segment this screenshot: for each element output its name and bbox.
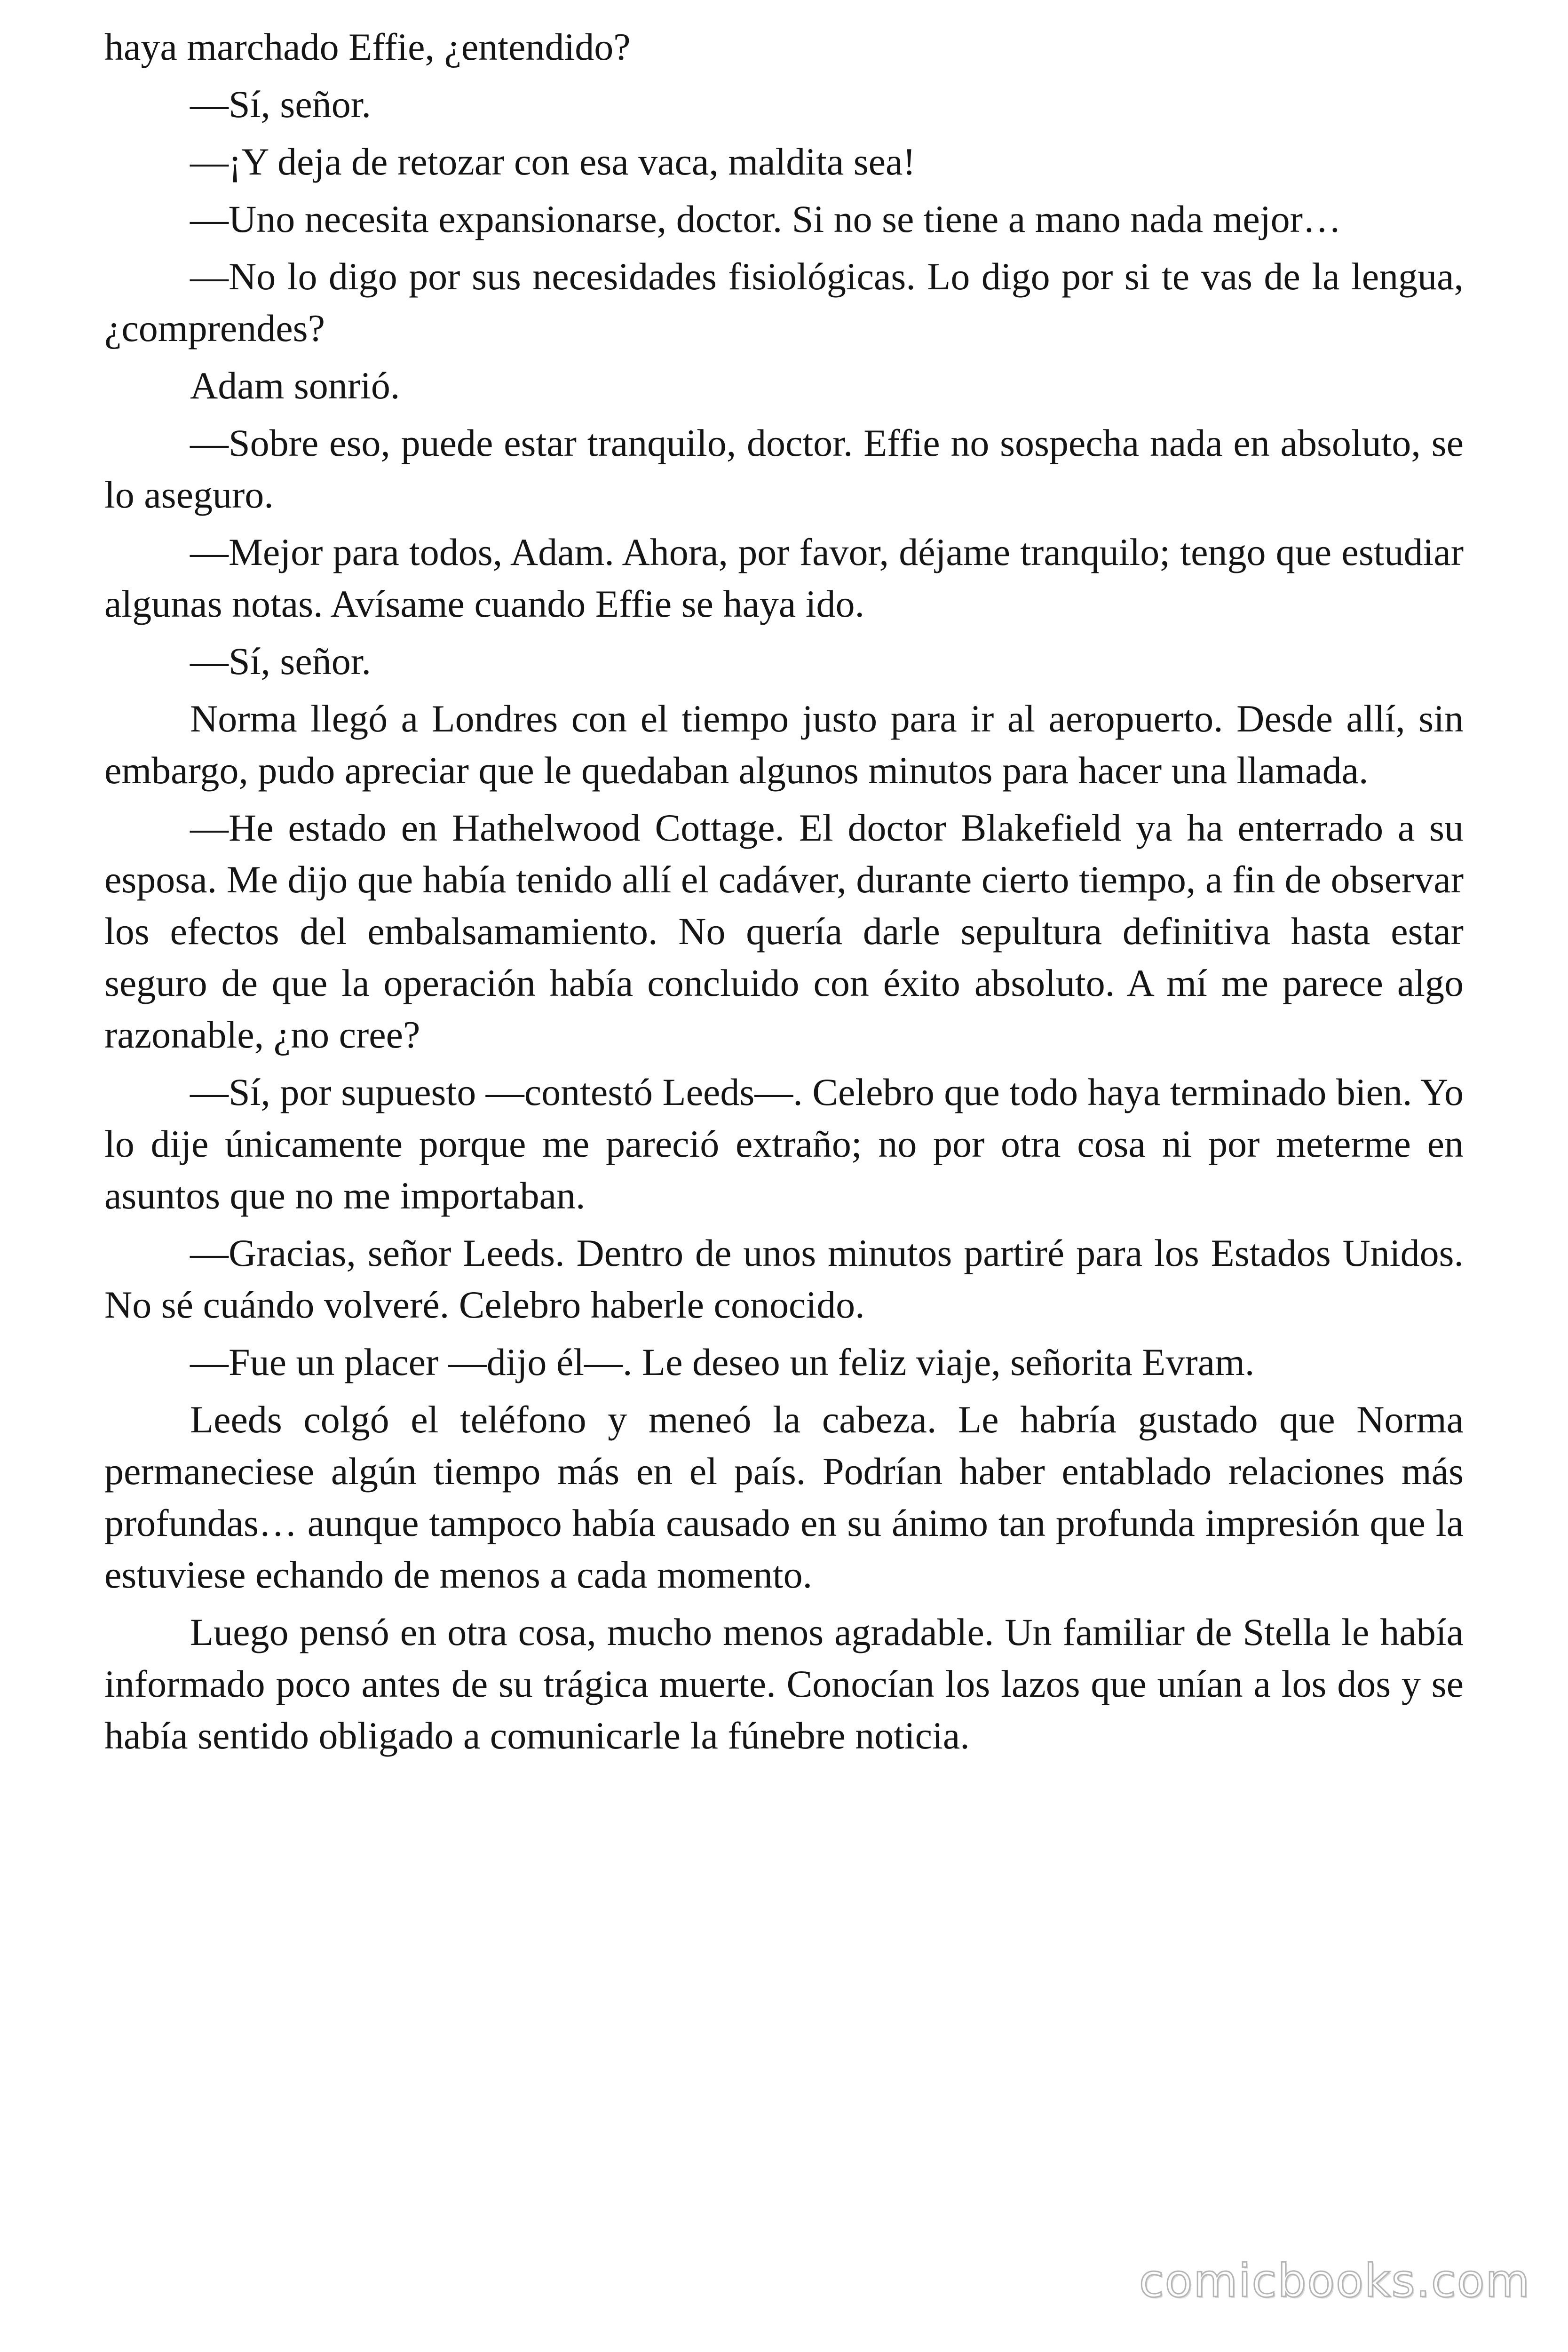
paragraph-13: —Gracias, señor Leeds. Dentro de unos minutos partiré para los Estados Unidos. No sé cuándo volveré. Celebro haberle conocido. [104, 1232, 1464, 1326]
paragraph-8: —Mejor para todos, Adam. Ahora, por favor, déjame tranquilo; tengo que estudiar algunas notas. Avísame cuando Effie se haya ido. [104, 531, 1464, 625]
paragraph-1: haya marchado Effie, ¿entendido? [104, 25, 631, 68]
paragraph-3: —¡Y deja de retozar con esa vaca, maldita sea! [190, 140, 916, 183]
paragraph-11: —He estado en Hathelwood Cottage. El doctor Blakefield ya ha enterrado a su esposa. Me dijo que había tenido allí el cadáver, durante cierto tiempo, a fin de observar los efectos del embalsamamiento. No quería darle sepultura definitiva hasta estar seguro de que la operación había concluido con éxito absoluto. A mí me parece algo razonable, ¿no cree? [104, 806, 1464, 1056]
paragraph-14: —Fue un placer —dijo él—. Le deseo un feliz viaje, señorita Evram. [190, 1341, 1255, 1383]
page-body [104, 21, 1464, 1767]
paragraph-9: —Sí, señor. [190, 640, 371, 683]
paragraph-15: Leeds colgó el teléfono y meneó la cabeza. Le habría gustado que Norma permaneciese algún tiempo más en el país. Podrían haber entablado relaciones más profundas… aunque tampoco había causado en su ánimo tan profunda impresión que la estuviese echando de menos a cada momento. [104, 1398, 1464, 1596]
paragraph-5: —No lo digo por sus necesidades fisiológicas. Lo digo por si te vas de la lengua, ¿comprendes? [104, 255, 1464, 350]
paragraph-2: —Sí, señor. [190, 83, 371, 126]
paragraph-4: —Uno necesita expansionarse, doctor. Si no se tiene a mano nada mejor… [190, 198, 1341, 240]
watermark: comicbooks.com [1139, 2255, 1530, 2307]
paragraph-12: —Sí, por supuesto —contestó Leeds—. Celebro que todo haya terminado bien. Yo lo dije únicamente porque me pareció extraño; no por otra cosa ni por meterme en asuntos que no me importaban. [104, 1071, 1464, 1217]
paragraph-10: Norma llegó a Londres con el tiempo justo para ir al aeropuerto. Desde allí, sin embargo, pudo apreciar que le quedaban algunos minutos para hacer una llamada. [104, 697, 1464, 792]
paragraph-6: Adam sonrió. [190, 364, 400, 407]
paragraph-7: —Sobre eso, puede estar tranquilo, doctor. Effie no sospecha nada en absoluto, se lo aseguro. [104, 421, 1464, 516]
paragraph-16: Luego pensó en otra cosa, mucho menos agradable. Un familiar de Stella le había informado poco antes de su trágica muerte. Conocían los lazos que unían a los dos y se había sentido obligado a comunicarle la fúnebre noticia. [104, 1611, 1464, 1757]
